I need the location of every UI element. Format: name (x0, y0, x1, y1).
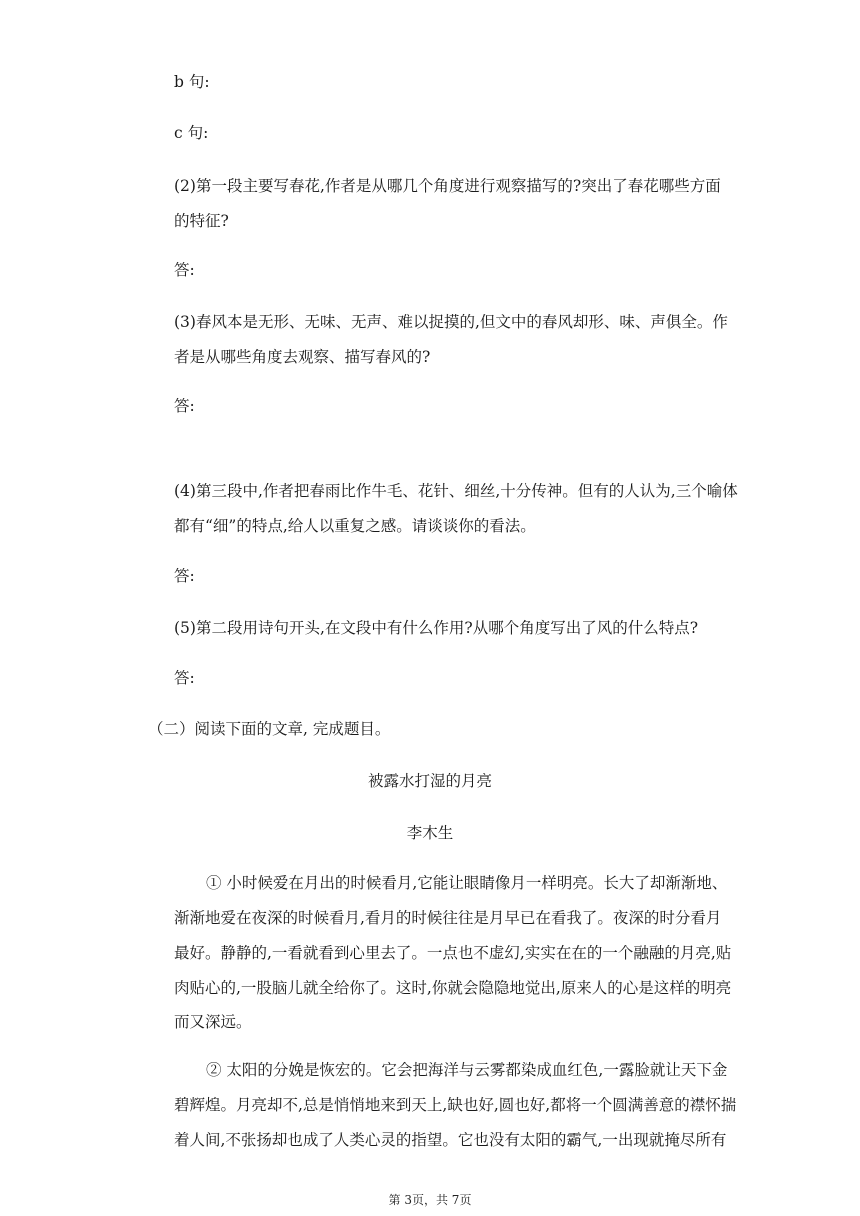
paragraph-1-line-1: ① 小时候爱在月出的时候看月,它能让眼睛像月一样明亮。长大了却渐渐地、 (206, 874, 728, 892)
paragraph-2-line-3: 着人间,不张扬却也成了人类心灵的指望。它也没有太阳的霸气,一出现就掩尽所有 (174, 1131, 727, 1149)
answer-label-c: c 句: (174, 124, 209, 142)
paragraph-1-line-4: 肉贴心的,一股脑儿就全给你了。这时,你就会隐隐地觉出,原来人的心是这样的明亮 (174, 979, 732, 997)
paragraph-2-line-1: ② 太阳的分娩是恢宏的。它会把海洋与云雾都染成血红色,一露脸就让天下金 (206, 1061, 728, 1079)
question-2-line-2: 的特征? (174, 212, 229, 230)
paragraph-2-line-2: 碧辉煌。月亮却不,总是悄悄地来到天上,缺也好,圆也好,都将一个圆满善意的襟怀揣 (174, 1096, 737, 1114)
question-4-line-1: (4)第三段中,作者把春雨比作牛毛、花针、细丝,十分传神。但有的人认为,三个喻体 (174, 482, 738, 500)
article-author: 李木生 (406, 824, 454, 842)
question-2-line-1: (2)第一段主要写春花,作者是从哪几个角度进行观察描写的?突出了春花哪些方面 (174, 177, 721, 195)
question-4-line-2: 都有“细”的特点,给人以重复之感。请谈谈你的看法。 (174, 517, 536, 535)
paragraph-1-line-2: 渐渐地爱在夜深的时候看月,看月的时候往往是月早已在看我了。夜深的时分看月 (174, 909, 722, 927)
paragraph-1-line-5: 而又深远。 (174, 1013, 252, 1031)
question-3-line-2: 者是从哪些角度去观察、描写春风的? (174, 348, 431, 366)
question-4-answer: 答: (174, 567, 195, 585)
question-3-answer: 答: (174, 397, 195, 415)
question-2-answer: 答: (174, 261, 195, 279)
question-5-line-1: (5)第二段用诗句开头,在文段中有什么作用?从哪个角度写出了风的什么特点? (174, 619, 699, 637)
page-number: 第 3页，共 7页 (388, 1193, 472, 1207)
paragraph-1-line-3: 最好。静静的,一看就看到心里去了。一点也不虚幻,实实在在的一个融融的月亮,贴 (174, 944, 732, 962)
question-5-answer: 答: (174, 669, 195, 687)
question-3-line-1: (3)春风本是无形、无味、无声、难以捉摸的,但文中的春风却形、味、声俱全。作 (174, 313, 728, 331)
section-heading: （二）阅读下面的文章, 完成题目。 (148, 720, 391, 738)
answer-label-b: b 句: (174, 73, 210, 91)
article-title: 被露水打湿的月亮 (367, 772, 492, 790)
